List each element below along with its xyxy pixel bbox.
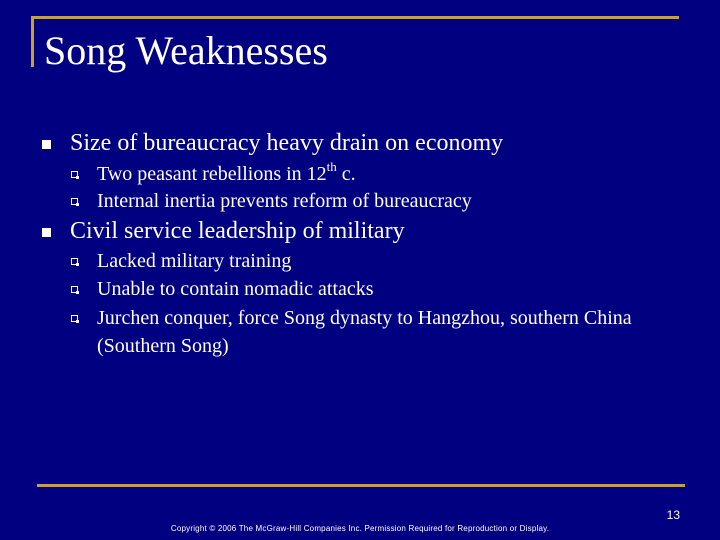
bullet-text: Size of bureaucracy heavy drain on economy bbox=[70, 130, 504, 156]
bullet-text: Civil service leadership of military bbox=[70, 218, 405, 244]
sub-bullet-text-suffix: c. bbox=[336, 163, 356, 185]
hollow-square-bullet-icon bbox=[71, 171, 78, 178]
square-bullet-icon bbox=[42, 140, 51, 149]
sub-bullet-text: Lacked military training bbox=[97, 250, 292, 272]
hollow-square-bullet-icon bbox=[71, 198, 78, 205]
hollow-square-bullet-icon bbox=[71, 258, 78, 265]
sub-bullet-text: Jurchen conquer, force Song dynasty to Hangzhou, southern China (Southern Song) bbox=[97, 307, 632, 357]
sub-bullet-text: Internal inertia prevents reform of bureaucracy bbox=[97, 190, 472, 212]
sub-bullet-text-main: Two peasant rebellions in 12 bbox=[97, 163, 327, 185]
superscript-th: th bbox=[326, 159, 337, 175]
copyright-notice: Copyright © 2006 The McGraw-Hill Companies Inc. Permission Required for Reproduction or Display. bbox=[170, 524, 550, 533]
sub-bullet-text bbox=[97, 160, 697, 188]
square-bullet-icon bbox=[42, 228, 51, 237]
slide-title: Song Weaknesses bbox=[44, 28, 328, 73]
hollow-square-bullet-icon bbox=[71, 315, 78, 322]
page-number: 13 bbox=[666, 508, 680, 522]
hollow-square-bullet-icon bbox=[71, 286, 78, 293]
footer-rule bbox=[37, 484, 685, 487]
sub-bullet-text: Unable to contain nomadic attacks bbox=[97, 278, 374, 300]
title-top-rule bbox=[31, 16, 679, 19]
title-left-rule bbox=[31, 17, 34, 67]
